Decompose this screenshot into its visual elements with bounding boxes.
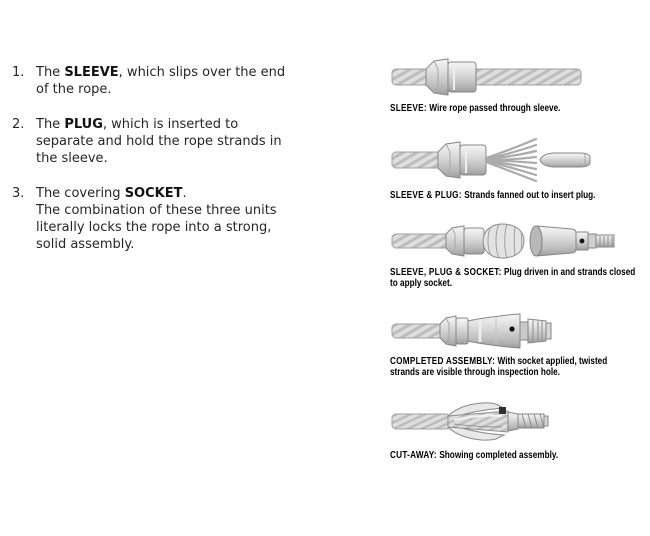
caption-label: SLEEVE: xyxy=(390,103,427,114)
item-text xyxy=(36,116,364,167)
caption-label: SLEEVE & PLUG: xyxy=(390,190,462,201)
item-number: 2. xyxy=(12,117,25,132)
item-line: The combination of these three units xyxy=(36,203,277,218)
caption-label: COMPLETED ASSEMBLY: xyxy=(390,356,496,367)
item-term: SLEEVE xyxy=(64,65,119,80)
figure-caption xyxy=(390,450,636,461)
figure-column xyxy=(390,0,650,536)
caption-label: CUT-AWAY: xyxy=(390,450,437,461)
item-line: solid assembly. xyxy=(36,237,135,252)
item-text xyxy=(36,185,364,253)
figure-sleeve-plug-socket xyxy=(390,219,650,289)
completed-assembly-illustration xyxy=(390,310,555,352)
item-lead: The xyxy=(36,65,65,80)
caption-text: Plug driven in and strands closed to apply socket. xyxy=(390,267,636,289)
item-line xyxy=(36,116,364,133)
item-lead: The covering xyxy=(36,186,125,201)
caption-text: Strands fanned out to insert plug. xyxy=(464,190,596,201)
figure-caption xyxy=(390,190,636,201)
list-item-socket xyxy=(12,185,364,253)
instruction-list xyxy=(12,64,364,271)
caption-label: SLEEVE, PLUG & SOCKET: xyxy=(390,267,502,278)
item-line: the sleeve. xyxy=(36,151,108,166)
item-text xyxy=(36,64,364,98)
figure-cut-away xyxy=(390,396,650,461)
item-line xyxy=(36,185,364,202)
item-line: separate and hold the rope strands in xyxy=(36,134,282,149)
item-number: 3. xyxy=(12,186,25,201)
figure-completed-assembly xyxy=(390,310,650,378)
sleeve-plug-illustration xyxy=(390,134,600,186)
item-term: SOCKET xyxy=(124,186,183,201)
item-number: 1. xyxy=(12,65,25,80)
figure-caption xyxy=(390,356,636,378)
item-tail: . xyxy=(182,186,187,201)
caption-text: Wire rope passed through sleeve. xyxy=(429,103,561,114)
sleeve-plug-socket-illustration xyxy=(390,219,618,263)
item-tail: , which is inserted to xyxy=(102,117,239,132)
item-lead: The xyxy=(36,117,65,132)
item-line: of the rope. xyxy=(36,82,112,97)
list-item-plug xyxy=(12,116,364,167)
item-tail: , which slips over the end xyxy=(118,65,286,80)
caption-text: Showing completed assembly. xyxy=(439,450,559,461)
list-item-sleeve xyxy=(12,64,364,98)
figure-sleeve-plug xyxy=(390,134,650,201)
item-line xyxy=(36,64,364,81)
item-term: PLUG xyxy=(64,117,103,132)
figure-caption xyxy=(390,267,636,289)
cut-away-illustration xyxy=(390,396,552,446)
figure-caption xyxy=(390,103,636,114)
figure-sleeve xyxy=(390,55,650,114)
caption-text: With socket applied, twisted strands are visible through inspection hole. xyxy=(390,356,608,378)
item-line: literally locks the rope into a strong, xyxy=(36,220,272,235)
sleeve-illustration xyxy=(390,55,585,99)
